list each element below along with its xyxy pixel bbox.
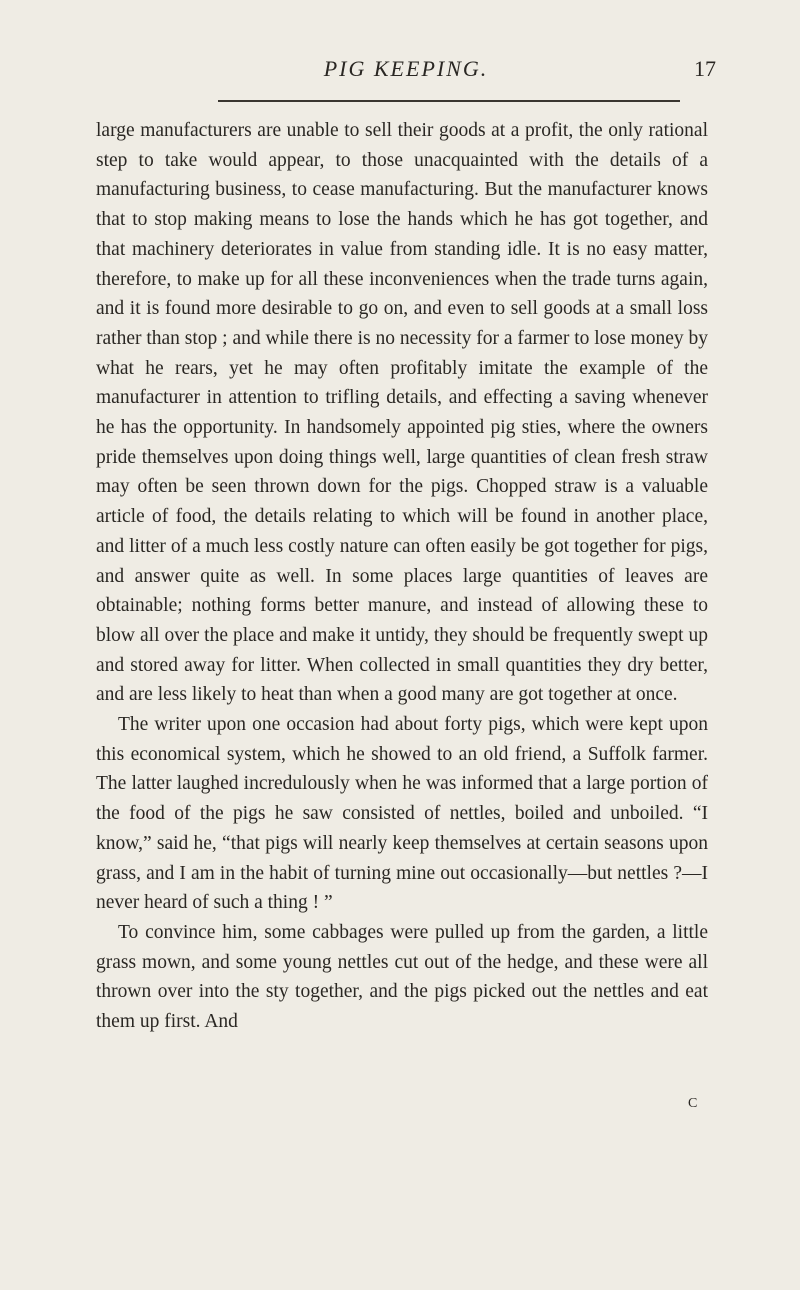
- page-number: 17: [694, 56, 716, 81]
- paragraph: The writer upon one occasion had about forty pigs, which were kept upon this economical system, which he showed to an old friend, a Suffolk farmer. The latter laughed incredulously when he was informed that a large portion of the food of the pigs he saw consisted of nettles, boiled and unboiled. “I know,” said he, “that pigs will nearly keep themselves at certain seasons upon grass, and I am in the habit of turning mine out occasionally—but nettles ?—I never heard of such a thing ! ”: [96, 714, 708, 914]
- paragraph: To convince him, some cabbages were pulled up from the garden, a little grass mown, and some young nettles cut out of the hedge, and these were all thrown over into the sty together, and the pigs picked out the nettles and eat them up first. And: [96, 921, 708, 1033]
- header-rule: [218, 100, 680, 102]
- body-text: [96, 116, 708, 1037]
- signature-mark: C: [688, 1096, 699, 1111]
- running-title: PIG KEEPING.: [323, 56, 489, 81]
- paragraph: large manufacturers are unable to sell their goods at a profit, the only rational step to take would appear, to those unacquainted with the details of a manufacturing business, to cease manufacturing. But the manufacturer knows that to stop making means to lose the hands which he has got together, and that machinery deteriorates in value from standing idle. It is no easy matter, therefore, to make up for all these inconveniences when the trade turns again, and it is found more desirable to go on, and even to sell goods at a small loss rather than stop ; and while there is no necessity for a farmer to lose money by what he rears, yet he may often profitably imitate the example of the manufacturer in attention to trifling details, and effecting a saving whenever he has the opportunity. In handsomely appointed pig sties, where the owners pride themselves upon doing things well, large quantities of clean fresh straw may often be seen thrown down for the pigs. Chopped straw is a valuable article of food, the details relating to which will be found in another place, and litter of a much less costly nature can often easily be got together for pigs, and answer quite as well. In some places large quantities of leaves are obtainable; nothing forms better manure, and instead of allowing these to blow all over the place and make it untidy, they should be frequently swept up and stored away for litter. When collected in small quantities they dry better, and are less likely to heat than when a good many are got together at once.: [96, 120, 708, 706]
- page-header: [96, 52, 716, 86]
